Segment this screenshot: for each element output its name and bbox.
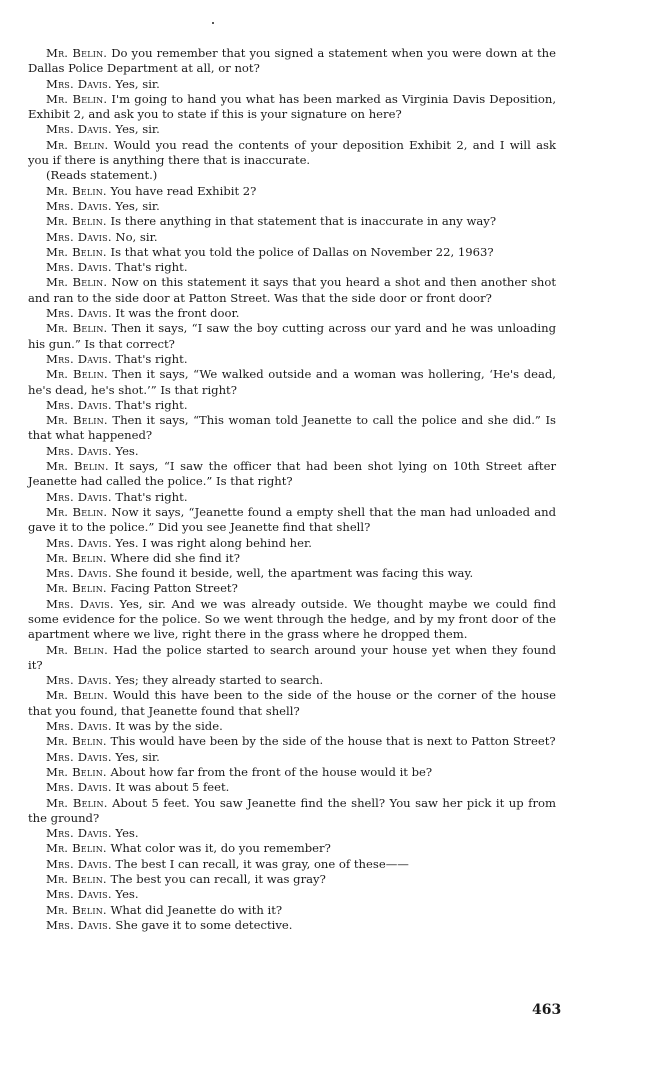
utterance-text: Would this have been to the side of the house or the corner of the house that you found, that Jeanette found that shell?: [28, 688, 556, 718]
utterance-text: She gave it to some detective.: [115, 917, 293, 932]
transcript-paragraph: [28, 245, 556, 260]
utterance-text: Do you remember that you signed a statement when you were down at the Dallas Police Department at all, or not?: [28, 46, 556, 76]
speaker-label: Mr. Belin.: [46, 459, 109, 474]
utterance-text: Yes.: [115, 826, 139, 841]
speaker-label: Mrs. Davis.: [46, 673, 112, 688]
speaker-label: Mrs. Davis.: [46, 260, 112, 275]
utterance-text: What color was it, do you remember?: [110, 841, 331, 856]
utterance-text: I'm going to hand you what has been marked as Virginia Davis Deposition, Exhibit 2, and ask you to state if this is your signature on here?: [28, 91, 556, 122]
transcript-paragraph: [28, 551, 556, 566]
speaker-label: Mrs. Davis.: [46, 229, 112, 244]
speaker-label: Mr. Belin.: [46, 795, 108, 810]
utterance-text: Then it says, “We walked outside and a woman was hollering, ‘He's dead, he's dead, he's shot.’” Is that right?: [28, 367, 556, 397]
utterance-text: It says, “I saw the officer that had been shot lying on 10th Street after Jeanette had called the police.” Is that right?: [28, 459, 556, 489]
transcript-paragraph: [28, 765, 556, 780]
speaker-label: Mrs. Davis.: [46, 306, 112, 321]
speaker-label: Mrs. Davis.: [46, 749, 112, 764]
utterance-text: Yes; they already started to search.: [115, 673, 324, 688]
speaker-label: Mrs. Davis.: [46, 596, 114, 611]
utterance-text: That's right.: [115, 351, 188, 366]
utterance-text: No, sir.: [115, 229, 158, 244]
utterance-text: That's right.: [115, 260, 188, 275]
speaker-label: Mrs. Davis.: [46, 887, 112, 902]
transcript-paragraph: [28, 643, 556, 674]
transcript-paragraph: [28, 796, 556, 827]
transcript-paragraph: [28, 841, 556, 856]
speaker-label: Mrs. Davis.: [46, 198, 112, 213]
speaker-label: Mr. Belin.: [46, 841, 107, 856]
utterance-text: Yes, sir.: [115, 122, 160, 137]
utterance-text: It was the front door.: [115, 306, 240, 321]
speaker-label: Mr. Belin.: [46, 642, 109, 657]
speaker-label: Mr. Belin.: [46, 581, 107, 596]
transcript-paragraph: [28, 214, 556, 229]
transcript-paragraph: [28, 92, 556, 123]
transcript-paragraph: [28, 566, 556, 581]
utterance-text: Yes, sir.: [115, 198, 160, 213]
transcript-paragraph: [28, 673, 556, 688]
speaker-label: Mrs. Davis.: [46, 76, 112, 91]
page-number: 463: [532, 1002, 562, 1018]
transcript-paragraph: [28, 168, 556, 183]
utterance-text: Had the police started to search around your house yet when they found it?: [28, 642, 556, 672]
speaker-label: Mr. Belin.: [46, 91, 108, 106]
speaker-label: Mr. Belin.: [46, 902, 107, 917]
utterance-text: Yes. I was right along behind her.: [115, 535, 312, 550]
transcript-paragraph: [28, 857, 556, 872]
transcript-paragraph: [28, 444, 556, 459]
transcript-paragraph: [28, 780, 556, 795]
speaker-label: Mr. Belin.: [46, 214, 107, 229]
transcript-paragraph: [28, 413, 556, 444]
speaker-label: Mr. Belin.: [46, 244, 107, 259]
utterance-text: Yes.: [115, 887, 139, 902]
speaker-label: Mr. Belin.: [46, 872, 107, 887]
transcript-paragraph: [28, 597, 556, 643]
transcript-paragraph: [28, 887, 556, 902]
utterance-text: Yes, sir. And we was already outside. We thought maybe we could find some evidence for the police. So we went through the hedge, and by my front door of the apartment where we live, right there in the grass where he dropped them.: [28, 596, 556, 642]
speaker-label: Mrs. Davis.: [46, 917, 112, 932]
transcript-paragraph: [28, 138, 556, 169]
utterance-text: (Reads statement.): [46, 168, 158, 183]
speaker-label: Mrs. Davis.: [46, 489, 112, 504]
speaker-label: Mr. Belin.: [46, 734, 107, 749]
speaker-label: Mrs. Davis.: [46, 566, 112, 581]
transcript-paragraph: [28, 367, 556, 398]
speaker-label: Mr. Belin.: [46, 504, 108, 519]
speaker-label: Mr. Belin.: [46, 275, 108, 290]
utterance-text: It was by the side.: [115, 719, 223, 734]
transcript-paragraph: [28, 918, 556, 933]
speaker-label: Mr. Belin.: [46, 688, 108, 703]
transcript-paragraph: [28, 230, 556, 245]
speaker-label: Mr. Belin.: [46, 550, 107, 565]
transcript-paragraph: [28, 872, 556, 887]
speaker-label: Mr. Belin.: [46, 367, 108, 382]
transcript-paragraph: [28, 184, 556, 199]
speaker-label: Mr. Belin.: [46, 46, 108, 60]
transcript-paragraph: [28, 490, 556, 505]
speaker-label: Mrs. Davis.: [46, 351, 112, 366]
speaker-label: Mrs. Davis.: [46, 535, 112, 550]
transcript-paragraph: [28, 459, 556, 490]
speaker-label: Mrs. Davis.: [46, 856, 112, 871]
utterance-text: It was about 5 feet.: [115, 780, 230, 795]
transcript-paragraph: [28, 826, 556, 841]
speaker-label: Mr. Belin.: [46, 321, 108, 336]
transcript-body: [28, 46, 556, 933]
utterance-text: Yes, sir.: [115, 749, 160, 764]
transcript-paragraph: [28, 398, 556, 413]
transcript-paragraph: [28, 260, 556, 275]
speaker-label: Mr. Belin.: [46, 183, 107, 198]
transcript-paragraph: [28, 275, 556, 306]
transcript-paragraph: [28, 688, 556, 719]
utterance-text: Now on this statement it says that you heard a shot and then another shot and ran to the side door at Patton Street. Was that the side door or front door?: [28, 275, 557, 305]
utterance-text: About how far from the front of the house would it be?: [110, 764, 433, 779]
speaker-label: Mr. Belin.: [46, 413, 108, 428]
utterance-text: Then it says, “I saw the boy cutting across our yard and he was unloading his gun.” Is that correct?: [28, 321, 556, 351]
transcript-paragraph: [28, 536, 556, 551]
transcript-paragraph: [28, 719, 556, 734]
utterance-text: She found it beside, well, the apartment was facing this way.: [115, 566, 474, 581]
transcript-paragraph: [28, 77, 556, 92]
utterance-text: About 5 feet. You saw Jeanette find the shell? You saw her pick it up from the ground?: [28, 795, 556, 825]
utterance-text: The best I can recall, it was gray, one of these——: [115, 856, 409, 871]
speaker-label: Mrs. Davis.: [46, 122, 112, 137]
utterance-text: That's right.: [115, 397, 188, 412]
utterance-text: You have read Exhibit 2?: [110, 183, 257, 198]
speaker-label: Mrs. Davis.: [46, 826, 112, 841]
utterance-text: Then it says, “This woman told Jeanette to call the police and she did.” Is that what happened?: [28, 413, 557, 443]
scan-speck: [212, 22, 214, 24]
transcript-paragraph: [28, 306, 556, 321]
utterance-text: Yes, sir.: [115, 76, 160, 91]
utterance-text: The best you can recall, it was gray?: [110, 872, 326, 887]
speaker-label: Mrs. Davis.: [46, 719, 112, 734]
speaker-label: Mr. Belin.: [46, 764, 107, 779]
transcript-paragraph: [28, 903, 556, 918]
utterance-text: That's right.: [115, 489, 188, 504]
utterance-text: What did Jeanette do with it?: [110, 902, 283, 917]
speaker-label: Mrs. Davis.: [46, 443, 112, 458]
transcript-paragraph: [28, 581, 556, 596]
transcript-paragraph: [28, 505, 556, 536]
utterance-text: This would have been by the side of the house that is next to Patton Street?: [110, 734, 556, 749]
utterance-text: Where did she find it?: [110, 550, 240, 565]
utterance-text: Facing Patton Street?: [110, 581, 238, 596]
transcript-paragraph: [28, 46, 556, 77]
utterance-text: Is that what you told the police of Dallas on November 22, 1963?: [110, 244, 494, 259]
speaker-label: Mrs. Davis.: [46, 780, 112, 795]
speaker-label: Mrs. Davis.: [46, 397, 112, 412]
transcript-paragraph: [28, 750, 556, 765]
utterance-text: Now it says, “Jeanette found a empty shell that the man had unloaded and gave it to the police.” Did you see Jeanette find that shell?: [28, 504, 556, 535]
utterance-text: Would you read the contents of your deposition Exhibit 2, and I will ask you if there is anything there that is inaccurate.: [28, 137, 556, 168]
transcript-paragraph: [28, 734, 556, 749]
transcript-paragraph: [28, 122, 556, 137]
transcript-paragraph: [28, 321, 556, 352]
transcript-paragraph: [28, 199, 556, 214]
utterance-text: Is there anything in that statement that is inaccurate in any way?: [110, 214, 497, 229]
speaker-label: Mr. Belin.: [46, 137, 109, 152]
transcript-paragraph: [28, 352, 556, 367]
utterance-text: Yes.: [115, 443, 139, 458]
